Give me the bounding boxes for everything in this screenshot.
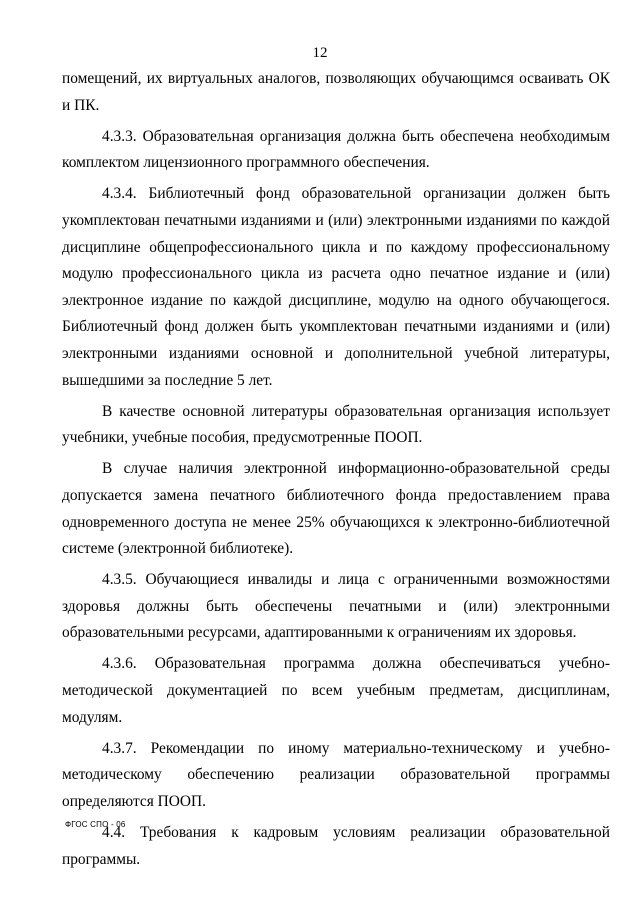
page-number: 12 bbox=[312, 45, 328, 61]
paragraph-continuation: помещений, их виртуальных аналогов, позволяющих обучающимся осваивать ОК и ПК. bbox=[62, 70, 610, 114]
paragraph-4-4: 4.4. Требования к кадровым условиям реализации образовательной программы. bbox=[62, 824, 610, 868]
paragraph-4-3-7: 4.3.7. Рекомендации по иному материально-техническому и учебно-методическому обеспечению реализации образовательной программы определяются ПООП. bbox=[62, 739, 610, 810]
paragraph-electronic-environment: В случае наличия электронной информационно-образовательной среды допускается замена печатного библиотечного фонда предоставлением права одновременного доступа не менее 25% обучающихся к электронно-библиотечной системе (электронной библиотеке). bbox=[62, 460, 610, 558]
paragraph-main-literature: В качестве основной литературы образовательная организация использует учебники, учебные пособия, предусмотренные ПООП. bbox=[62, 402, 610, 447]
footer-code: ФГОС СПО - 06 bbox=[65, 820, 126, 829]
paragraph-4-3-6: 4.3.6. Образовательная программа должна обеспечиваться учебно-методической документацией по всем учебным предметам, дисциплинам, модулям. bbox=[62, 655, 610, 726]
document-body bbox=[62, 66, 610, 873]
paragraph-4-3-5: 4.3.5. Обучающиеся инвалиды и лица с ограниченными возможностями здоровья должны быть обеспечены печатными и (или) электронными образовательными ресурсами, адаптированными к ограничениям их здоровья. bbox=[62, 571, 610, 642]
paragraph-4-3-4: 4.3.4. Библиотечный фонд образовательной организации должен быть укомплектован печатными изданиями и (или) электронными изданиями по каждой дисциплине общепрофессионального цикла и по каждому профессиональному модулю профессионального цикла из расчета одно печатное издание и (или) электронное издание по каждой дисциплине, модулю на одного обучающегося. Библиотечный фонд должен быть укомплектован печатными изданиями и (или) электронными изданиями основной и дополнительной учебной литературы, вышедшими за последние 5 лет. bbox=[62, 185, 610, 389]
paragraph-4-3-3: 4.3.3. Образовательная организация должна быть обеспечена необходимым комплектом лицензионного программного обеспечения. bbox=[62, 127, 610, 172]
